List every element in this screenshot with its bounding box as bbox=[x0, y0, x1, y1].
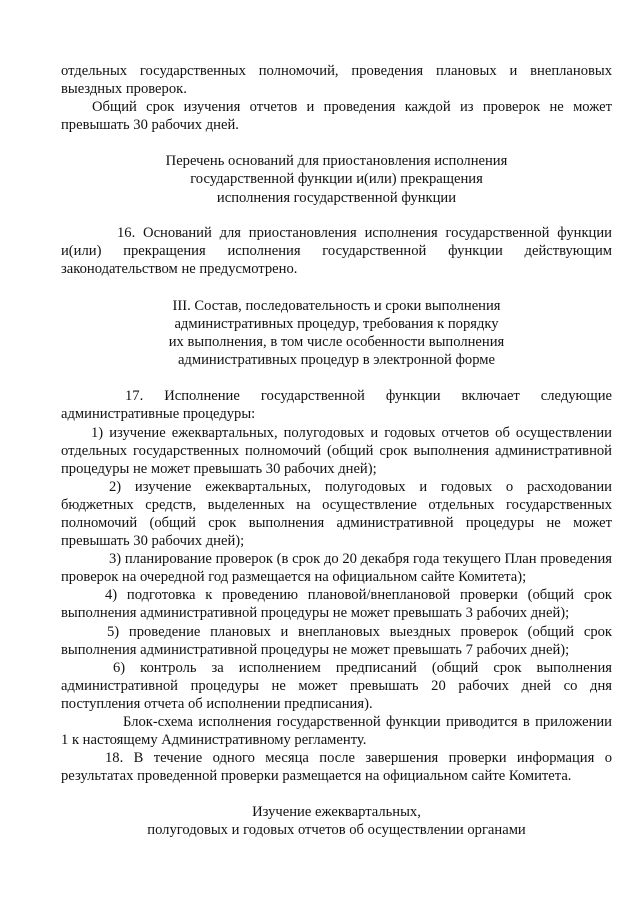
list-item-2: 2) изучение ежеквартальных, полугодовых и годовых о расходовании бюджетных средств, выделенных на осуществление отдельных государственных полномочий (общий срок выполнения административной процедуры не может превышать 30 рабочих дней); bbox=[61, 478, 612, 550]
list-item-3: 3) планирование проверок (в срок до 20 декабря года текущего План проведения проверок на очередной год размещается на официальном сайте Комитета); bbox=[61, 551, 612, 586]
heading-line: административных процедур, требования к порядку bbox=[174, 316, 499, 333]
paragraph-17: 17. Исполнение государственной функции включает следующие административные процедуры: bbox=[61, 388, 612, 423]
list-item-5: 5) проведение плановых и внеплановых выездных проверок (общий срок выполнения административной процедуры не может превышать 7 рабочих дней); bbox=[61, 623, 612, 658]
document-page bbox=[61, 62, 612, 840]
heading-suspension-grounds bbox=[61, 152, 612, 206]
heading-study-reports bbox=[61, 803, 612, 839]
list-item-6: 6) контроль за исполнением предписаний (общий срок выполнения административной процедуры не может превышать 20 рабочих дней со дня поступления отчета об исполнении предписания). bbox=[61, 659, 612, 712]
paragraph-flowchart: Блок-схема исполнения государственной функции приводится в приложении 1 к настоящему Административному регламенту. bbox=[61, 714, 612, 749]
heading-line: Изучение ежеквартальных, bbox=[252, 804, 421, 821]
heading-line: полугодовых и годовых отчетов об осуществлении органами bbox=[147, 822, 526, 839]
paragraph-intro-continued: отдельных государственных полномочий, проведения плановых и внеплановых выездных проверок. bbox=[61, 63, 612, 98]
paragraph-18: 18. В течение одного месяца после завершения проверки информация о результатах проведенной проверки размещается на официальном сайте Комитета. bbox=[61, 750, 612, 785]
heading-section-3 bbox=[61, 297, 612, 369]
heading-line: исполнения государственной функции bbox=[216, 189, 457, 206]
paragraph-total-term: Общий срок изучения отчетов и проведения каждой из проверок не может превышать 30 рабочих дней. bbox=[61, 99, 612, 134]
list-item-4: 4) подготовка к проведению плановой/внеплановой проверки (общий срок выполнения административной процедуры не может превышать 3 рабочих дней); bbox=[61, 587, 612, 622]
heading-line: их выполнения, в том числе особенности выполнения bbox=[168, 334, 505, 351]
heading-line: III. Состав, последовательность и сроки выполнения bbox=[172, 297, 501, 314]
list-item-1: 1) изучение ежеквартальных, полугодовых и годовых отчетов об осуществлении отдельных государственных полномочий (общий срок выполнения административной процедуры не может превышать 30 рабочих дней); bbox=[61, 424, 612, 477]
heading-line: Перечень оснований для приостановления исполнения bbox=[165, 153, 508, 170]
paragraph-16: 16. Оснований для приостановления исполнения государственной функции и(или) прекращения исполнения государственной функции действующим законодательством не предусмотрено. bbox=[61, 224, 612, 277]
heading-line: государственной функции и(или) прекращения bbox=[190, 171, 483, 188]
heading-line: административных процедур в электронной форме bbox=[177, 352, 496, 369]
